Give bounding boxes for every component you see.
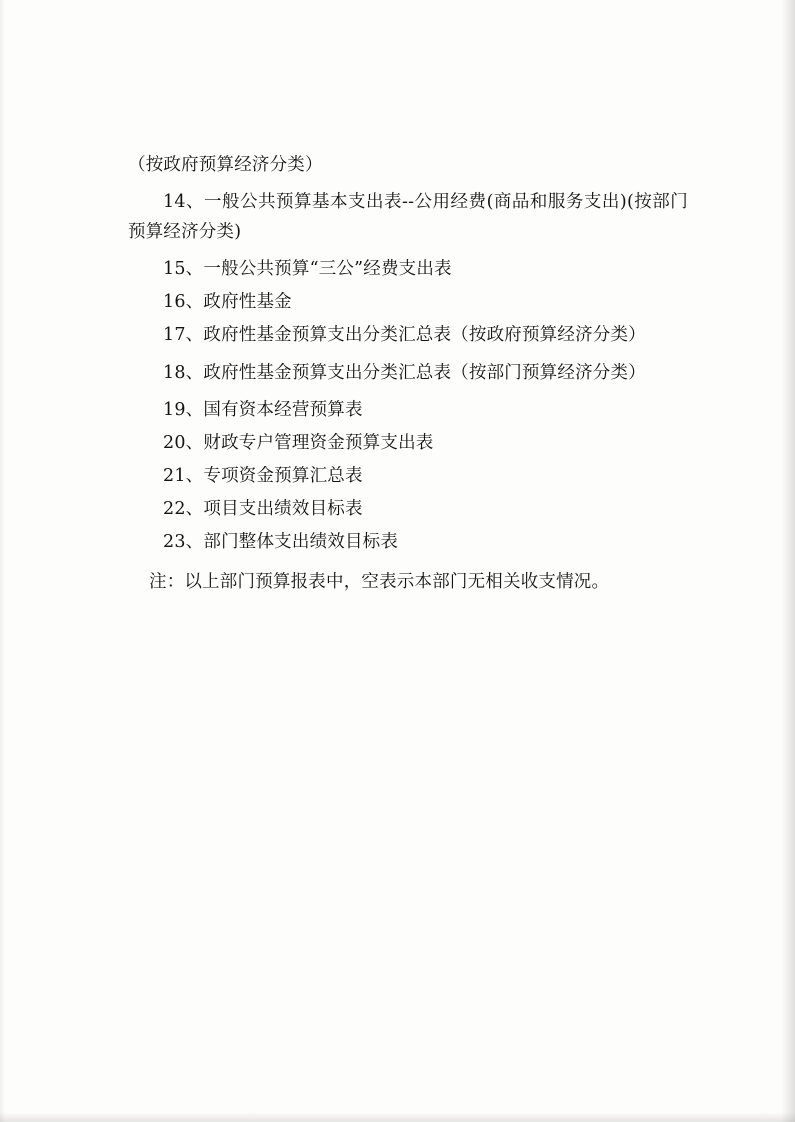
- list-item-22: 22、项目支出绩效目标表: [163, 498, 363, 519]
- list-item-17: 17、政府性基金预算支出分类汇总表（按政府预算经济分类）: [163, 325, 646, 346]
- document-body: [128, 150, 688, 604]
- list-item-16: 16、政府性基金: [163, 292, 292, 313]
- page-shadow-right: [781, 0, 795, 1122]
- page-shadow-bottom: [0, 1112, 795, 1122]
- paragraph-category-note: （按政府预算经济分类）: [128, 155, 323, 175]
- list-item-14: 14、一般公共预算基本支出表--公用经费(商品和服务支出)(按部门预算经济分类): [128, 192, 688, 243]
- list-item-21: 21、专项资金预算汇总表: [163, 465, 363, 486]
- page-edge-left: [0, 0, 5, 1122]
- list-item-20: 20、财政专户管理资金预算支出表: [163, 432, 434, 453]
- list-item-23: 23、部门整体支出绩效目标表: [163, 532, 399, 553]
- list-item-15: 15、一般公共预算“三公”经费支出表: [163, 259, 452, 280]
- list-item-19: 19、国有资本经营预算表: [163, 399, 363, 420]
- list-item-18: 18、政府性基金预算支出分类汇总表（按部门预算经济分类）: [163, 362, 646, 383]
- footnote: 注：以上部门预算报表中，空表示本部门无相关收支情况。: [149, 572, 610, 593]
